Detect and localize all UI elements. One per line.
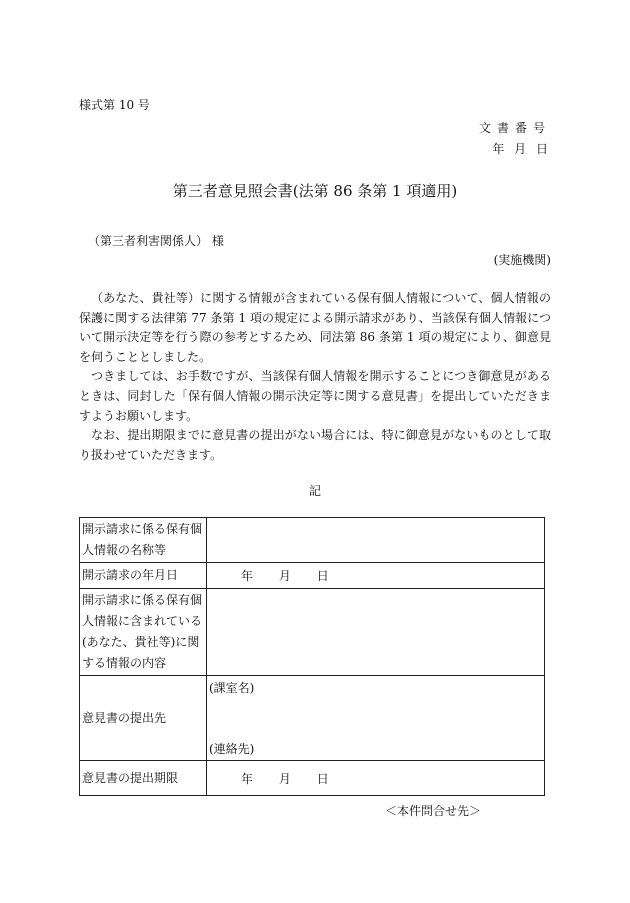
form-number: 様式第 10 号: [79, 98, 150, 112]
year-label: 年: [241, 771, 254, 786]
submission-destination-value: [207, 676, 545, 761]
body-text: [79, 289, 551, 465]
inquiry-contact-heading: ＜本件問合せ先＞: [385, 804, 482, 818]
table-row: [80, 676, 545, 761]
request-info-name-label: 開示請求に係る保有個人情報の名称等: [80, 518, 207, 563]
info-content-value: [207, 589, 545, 676]
department-label: (課室名): [209, 681, 255, 695]
table-row: [80, 589, 545, 676]
date-label: 年 月 日: [492, 142, 551, 156]
table-row: [80, 563, 545, 589]
day-label: 日: [316, 771, 329, 786]
table-row: [80, 761, 545, 796]
document-title: 第三者意見照会書(法第 86 条第 1 項適用): [172, 182, 458, 200]
table-row: [80, 518, 545, 563]
month-label: 月: [278, 569, 291, 583]
sender-agency: (実施機関): [493, 253, 551, 267]
request-info-name-value: [207, 518, 545, 563]
year-label: 年: [241, 569, 254, 583]
document-info: [479, 118, 551, 160]
addressee: （第三者利害関係人） 様: [88, 234, 224, 248]
info-table: [79, 517, 545, 796]
doc-number-label: 文書番号: [478, 121, 551, 135]
info-content-label: 開示請求に係る保有個人情報に含まれている(あなた、貴社等)に関する情報の内容: [80, 589, 207, 676]
body-paragraph-2: つきましては、お手数ですが、当該保有個人情報を開示することにつき御意見があるときは、同封した「保有個人情報の開示決定等に関する意見書」を提出していただきますようお願いします。: [79, 369, 551, 423]
ki-heading: 記: [308, 484, 321, 498]
body-paragraph-3: なお、提出期限までに意見書の提出がない場合には、特に御意見がないものとして取り扱わせていただきます。: [79, 428, 551, 462]
request-date-value: [207, 563, 545, 589]
submission-destination-label: 意見書の提出先: [80, 676, 207, 761]
month-label: 月: [278, 771, 291, 786]
body-paragraph-1: （あなた、貴社等）に関する情報が含まれている保有個人情報について、個人情報の保護に関する法律第 77 条第 1 項の規定による開示請求があり、当該保有個人情報について開示決定等を行う際の参考とするため、同法第 86 条第 1 項の規定により、御意見を伺うこととしました。: [79, 291, 551, 364]
submission-deadline-label: 意見書の提出期限: [80, 761, 207, 796]
request-date-label: 開示請求の年月日: [80, 563, 207, 589]
day-label: 日: [316, 569, 329, 583]
submission-deadline-value: [207, 761, 545, 796]
contact-label: (連絡先): [209, 742, 255, 756]
